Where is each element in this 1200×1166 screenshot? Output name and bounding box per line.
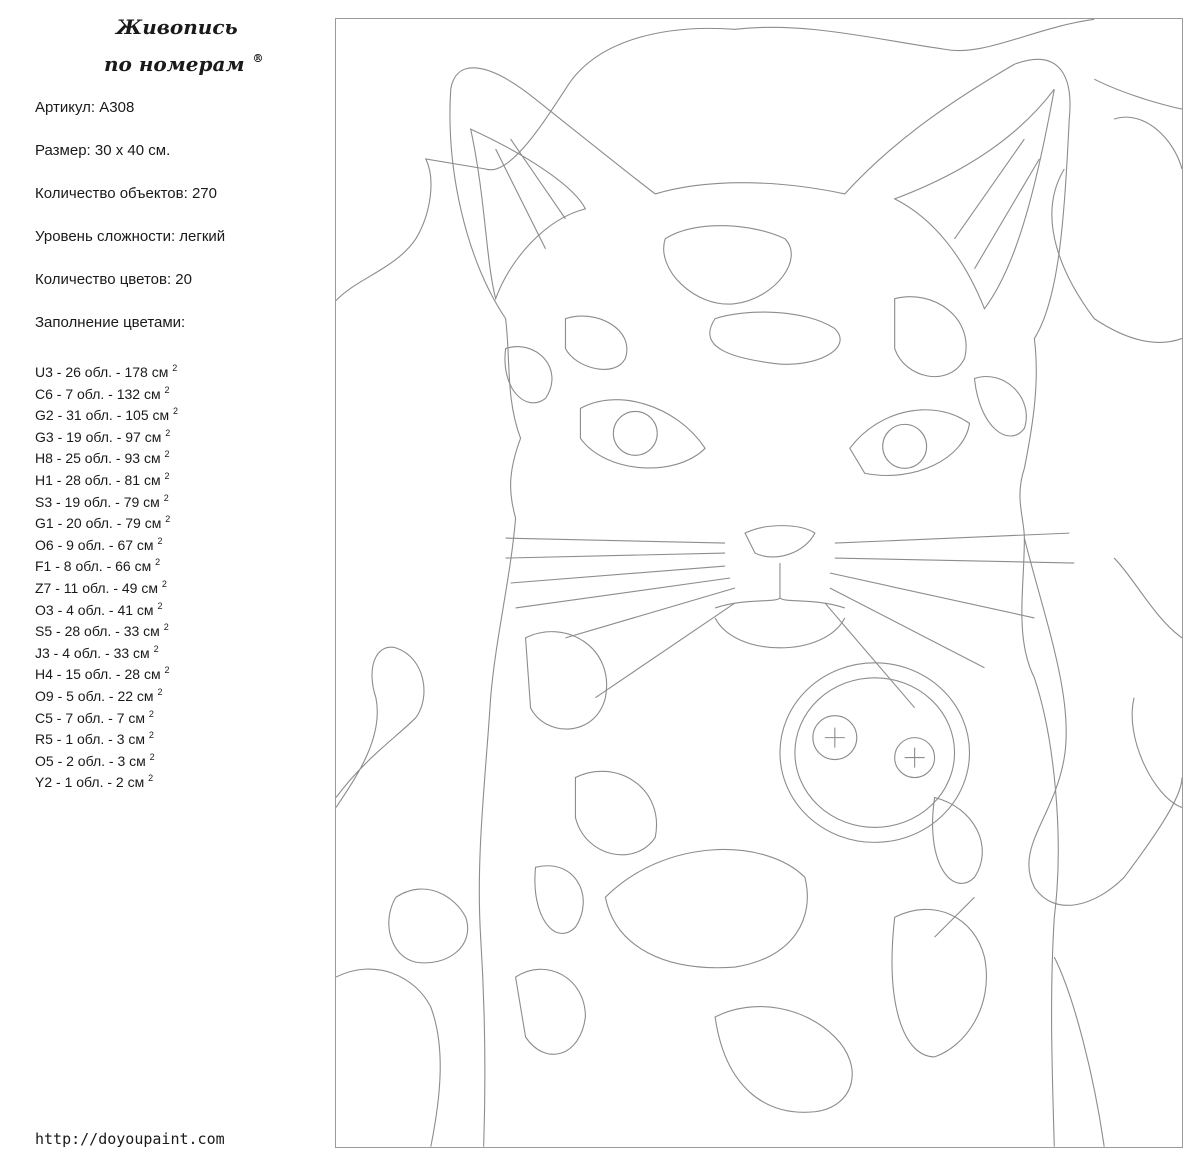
color-fill-row: G2 - 31 обл. - 105 см $^2$ <box>35 406 179 424</box>
color-fill-row: S3 - 19 обл. - 79 см $^2$ <box>35 492 169 510</box>
brand-line-1: Живопись <box>116 15 238 39</box>
color-fill-row: R5 - 1 обл. - 3 см $^2$ <box>35 730 154 748</box>
brand-logo <box>100 12 300 80</box>
article-text: Артикул: A308 <box>35 99 135 116</box>
color-fill-row: O9 - 5 обл. - 22 см $^2$ <box>35 686 163 704</box>
color-fill-row: S5 - 28 обл. - 33 см $^2$ <box>35 622 169 640</box>
color-fill-row: H8 - 25 обл. - 93 см $^2$ <box>35 449 170 467</box>
cat-outline-drawing <box>336 19 1182 1147</box>
color-fill-row: J3 - 4 обл. - 33 см $^2$ <box>35 643 159 661</box>
colors-count-text: Количество цветов: 20 <box>35 271 192 288</box>
color-fill-row: Z7 - 11 обл. - 49 см $^2$ <box>35 578 167 596</box>
brand-line-2: по номерам ® <box>104 52 264 76</box>
fill-heading: Заполнение цветами: <box>35 314 186 331</box>
website-link[interactable]: http://doyoupaint.com <box>35 1130 225 1148</box>
color-fill-row: H4 - 15 обл. - 28 см $^2$ <box>35 665 170 683</box>
color-fill-list <box>35 358 178 790</box>
color-fill-row: O3 - 4 обл. - 41 см $^2$ <box>35 600 163 618</box>
coloring-canvas <box>335 18 1183 1148</box>
registered-mark: ® <box>252 52 264 65</box>
difficulty-text: Уровень сложности: легкий <box>35 228 226 245</box>
color-fill-row: G1 - 20 обл. - 79 см $^2$ <box>35 514 171 532</box>
color-fill-row: F1 - 8 обл. - 66 см $^2$ <box>35 557 161 575</box>
color-fill-row: G3 - 19 обл. - 97 см $^2$ <box>35 427 171 445</box>
color-fill-row: O5 - 2 обл. - 3 см $^2$ <box>35 751 155 769</box>
color-fill-row: H1 - 28 обл. - 81 см $^2$ <box>35 470 170 488</box>
objects-count-text: Количество объектов: 270 <box>35 185 217 202</box>
color-fill-row: U3 - 26 обл. - 178 см $^2$ <box>35 363 178 380</box>
color-fill-row: C6 - 7 обл. - 132 см $^2$ <box>35 384 170 402</box>
color-fill-row: Y2 - 1 обл. - 2 см $^2$ <box>35 773 154 791</box>
color-fill-row: O6 - 9 обл. - 67 см $^2$ <box>35 535 163 553</box>
size-text: Размер: 30 х 40 см. <box>35 142 171 159</box>
color-fill-row: C5 - 7 обл. - 7 см $^2$ <box>35 708 154 726</box>
